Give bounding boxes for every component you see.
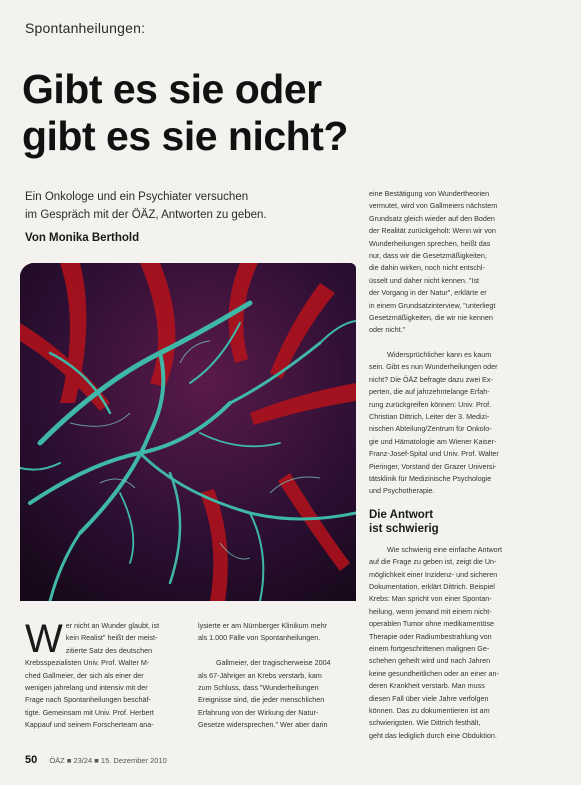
paragraph-1 [369,188,554,337]
text-line [198,645,356,657]
text-line: Dokumentation, erklärt Dittrich. Beispiel [369,581,495,591]
text-line: kein Realist" heißt der meist- [65,633,158,643]
text-line: üsselt und daher nicht kennen. "Ist [369,275,480,285]
text-line: Widersprüchlicher kann es kaum [387,349,492,359]
dropcap: W [25,617,63,661]
text-line: Wunderheilungen sprechen, heißt das [369,238,491,248]
text-line: gie und Hämatologie am Wiener Kaiser- [369,436,497,446]
text-line: als 1.000 Fälle von Spontanheilungen. [198,633,321,643]
text-line: und Psychotherapie. [369,486,435,496]
text-line: nicht? Die ÖÄZ befragte dazu zwei Ex- [369,374,493,384]
text-line: Wie schwierig eine einfache Antwort [387,544,503,554]
text-line: vermutet, wird von Gallmeiers nächstem [369,201,498,211]
text-line: oder nicht." [369,325,406,335]
headline-line-1: Gibt es sie oder [22,66,322,112]
text-line: Krebs: Man spricht von einer Spontan- [369,594,492,604]
text-line: Gesetzmäßigkeiten, die wir nie kennen [369,313,493,323]
text-line: nur, dass wir die Gesetzmäßigkeiten, [369,251,487,261]
kicker: Spontanheilungen: [25,20,146,36]
text-line: zum Schluss, dass "Wunderheilungen [198,683,319,693]
text-line: eine Bestätigung von Wundertheorien [369,189,490,198]
text-line: Gallmeier, der tragischerweise 2004 [216,658,331,668]
text-line: schwierigsten. Wie Dittrich festhält, [369,718,481,728]
headline [22,66,562,160]
neuron-micrograph-image [20,263,356,601]
text-line: nischen Abteilung/Zentrum für Onkolo- [369,424,492,434]
lead-line-1: Ein Onkologe und ein Psychiater versuchen [25,191,249,203]
text-line: können. Das zu dokumentieren ist am [369,706,490,716]
text-line: Christian Dittrich, Leiter der 3. Medizi- [369,411,490,421]
byline: Von Monika Berthold [25,232,140,244]
page-number: 50 [25,754,38,766]
column-middle [198,620,356,732]
text-line: einem fortgeschrittenen malignen Ge- [369,644,490,653]
text-line: die dahin wirken, noch nicht entschl- [369,263,485,273]
text-line: diesen Fall über viele Jahre verfolgen [369,693,489,703]
lead-text [25,188,355,224]
paragraph-2 [369,349,554,498]
text-line: sein. Gibt es nun Wunderheilungen oder [369,362,498,372]
text-line: schehen geheilt wird und nach Jahren [369,656,491,666]
subheading-line-1: Die Antwort [369,508,434,521]
headline-line-2: gibt es sie nicht? [22,113,348,159]
subheading-line-2: ist schwierig [369,522,439,535]
text-line: tätsklinik für Medizinische Psychologie [369,473,492,483]
text-line: Gesetze widersprechen." Wer aber darin [198,720,328,730]
text-line: zitierte Satz des deutschen [65,645,153,655]
paragraph-gap [369,337,554,349]
text-line: wenigen jahrelang und intensiv mit der [25,683,148,693]
text-line: operablen Tumor ohne medikamentöse [369,619,495,629]
text-line: deren Krankheit verstarb. Man muss [369,681,485,691]
text-line: geht das lediglich durch eine Obduktion. [369,730,497,740]
text-line: möglichkeit einer Inzidenz- und sicheren [369,569,498,579]
text-line: Krebsspezialisten Univ. Prof. Walter M- [25,658,150,668]
text-line: auf die Frage zu geben ist, zeigt die Un- [369,557,497,567]
column-right [369,188,554,742]
text-line: Pieringer, Vorstand der Grazer Universi- [369,461,497,471]
text-line: heilung, wenn jemand mit einem nicht- [369,606,492,616]
page-footer [25,754,167,766]
paragraph-3 [369,544,554,743]
text-line: der Realität zurückgeholt: Wenn wir von [369,226,496,236]
text-line: keine gesundheitlichen oder an einer an- [369,668,499,678]
text-line: Erfahrung von der Wirkung der Natur- [198,707,319,717]
text-line: lysierte er am Nürnberger Klinikum mehr [198,621,328,630]
neuron-micrograph-svg [20,263,356,601]
text-line: perten, die auf jahrzehntelange Erfah- [369,387,490,397]
text-line: er nicht an Wunder glaubt, ist [65,621,160,630]
text-line: Grundsatz gleich wieder auf den Boden [369,213,495,223]
text-line: in einem Grundsatzinterview, "unterliegt [369,300,496,310]
issue-info: ÖÄZ ■ 23/24 ■ 15. Dezember 2010 [49,756,167,765]
text-line: Franz-Josef-Spital und Univ. Prof. Walter [369,449,499,459]
subheading [369,508,554,536]
text-line: tigte. Gemeinsam mit Univ. Prof. Herbert [25,707,154,717]
text-line: Frage nach Spontanheilungen beschäf- [25,695,151,705]
text-line: als 67-Jähriger an Krebs verstarb, kam [198,670,322,680]
column-left [25,617,183,732]
text-line: der Vorgang in der Natur", erklärte er [369,288,487,298]
text-line: rung zurückgreifen können: Univ. Prof. [369,399,492,409]
text-line: Therapie oder Radiumbestrahlung von [369,631,492,641]
text-line: Kappauf und seinem Forscherteam ana- [25,720,154,730]
text-line: ched Gallmeier, der sich als einer der [25,670,144,680]
lead-line-2: im Gespräch mit der ÖÄZ, Antworten zu geben. [25,209,267,221]
text-line: Ereignisse sind, die jeder menschlichen [198,695,325,705]
